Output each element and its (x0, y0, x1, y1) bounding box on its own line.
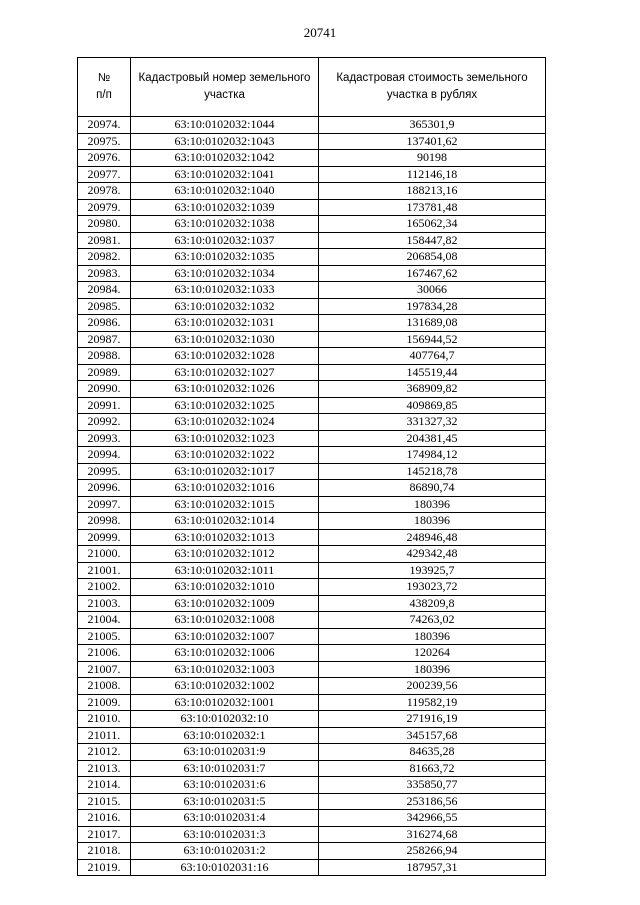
row-number: 21017. (78, 826, 131, 843)
cadastral-number: 63:10:0102032:1039 (131, 199, 319, 216)
cadastral-value: 429342,48 (319, 546, 546, 563)
table-row (78, 265, 546, 282)
row-number: 21004. (78, 612, 131, 629)
cadastral-value: 167467,62 (319, 265, 546, 282)
table-row (78, 496, 546, 513)
row-number: 20992. (78, 414, 131, 431)
page-number: 20741 (303, 25, 337, 40)
row-number: 20993. (78, 430, 131, 447)
table-row (78, 612, 546, 629)
cadastral-number: 63:10:0102032:1022 (131, 447, 319, 464)
row-number: 21018. (78, 843, 131, 860)
row-number: 20990. (78, 381, 131, 398)
cadastral-value: 158447,82 (319, 232, 546, 249)
row-number: 20982. (78, 249, 131, 266)
row-number: 20997. (78, 496, 131, 513)
cadastral-value: 407764,7 (319, 348, 546, 365)
cadastral-value: 200239,56 (319, 678, 546, 695)
row-number: 20991. (78, 397, 131, 414)
cadastral-number: 63:10:0102032:1016 (131, 480, 319, 497)
cadastral-number: 63:10:0102032:1010 (131, 579, 319, 596)
row-number: 21010. (78, 711, 131, 728)
cadastral-number: 63:10:0102032:1037 (131, 232, 319, 249)
table-row (78, 463, 546, 480)
cadastral-value: 81663,72 (319, 760, 546, 777)
cadastral-number: 63:10:0102032:1038 (131, 216, 319, 233)
row-number: 20974. (78, 117, 131, 134)
cadastral-value: 342966,55 (319, 810, 546, 827)
cadastral-number: 63:10:0102032:1041 (131, 166, 319, 183)
cadastral-number: 63:10:0102032:1006 (131, 645, 319, 662)
cadastral-table-container (77, 57, 545, 876)
cadastral-number: 63:10:0102032:1040 (131, 183, 319, 200)
row-number: 20983. (78, 265, 131, 282)
row-number: 21000. (78, 546, 131, 563)
cadastral-number: 63:10:0102032:1030 (131, 331, 319, 348)
row-number: 20980. (78, 216, 131, 233)
cadastral-number: 63:10:0102032:1017 (131, 463, 319, 480)
row-number: 21003. (78, 595, 131, 612)
header-cadastral-label: Кадастровый номер земельного участка (138, 72, 311, 101)
row-number: 21013. (78, 760, 131, 777)
row-number: 20978. (78, 183, 131, 200)
table-header (78, 58, 546, 117)
cadastral-value: 316274,68 (319, 826, 546, 843)
row-number: 20994. (78, 447, 131, 464)
cadastral-value: 271916,19 (319, 711, 546, 728)
table-row (78, 579, 546, 596)
cadastral-value: 180396 (319, 661, 546, 678)
row-number: 21008. (78, 678, 131, 695)
row-number: 21011. (78, 727, 131, 744)
cadastral-number: 63:10:0102032:1043 (131, 133, 319, 150)
table-row (78, 595, 546, 612)
row-number: 20984. (78, 282, 131, 299)
cadastral-number: 63:10:0102032:1042 (131, 150, 319, 167)
table-row (78, 150, 546, 167)
table-row (78, 298, 546, 315)
header-number-label: № п/п (96, 72, 112, 101)
cadastral-value: 187957,31 (319, 859, 546, 876)
cadastral-number: 63:10:0102031:2 (131, 843, 319, 860)
cadastral-value: 248946,48 (319, 529, 546, 546)
table-row (78, 562, 546, 579)
cadastral-value: 145519,44 (319, 364, 546, 381)
header-number (78, 58, 131, 117)
cadastral-value: 74263,02 (319, 612, 546, 629)
table-row (78, 546, 546, 563)
row-number: 21002. (78, 579, 131, 596)
cadastral-number: 63:10:0102032:1014 (131, 513, 319, 530)
row-number: 21016. (78, 810, 131, 827)
table-row (78, 678, 546, 695)
header-cadastral-value (319, 58, 546, 117)
cadastral-value: 197834,28 (319, 298, 546, 315)
cadastral-value: 131689,08 (319, 315, 546, 332)
table-row (78, 364, 546, 381)
table-row (78, 249, 546, 266)
row-number: 21012. (78, 744, 131, 761)
table-row (78, 315, 546, 332)
table-row (78, 348, 546, 365)
table-row (78, 331, 546, 348)
cadastral-value: 258266,94 (319, 843, 546, 860)
table-row (78, 117, 546, 134)
table-row (78, 744, 546, 761)
row-number: 21001. (78, 562, 131, 579)
cadastral-value: 345157,68 (319, 727, 546, 744)
table-row (78, 381, 546, 398)
cadastral-value: 180396 (319, 513, 546, 530)
cadastral-value: 365301,9 (319, 117, 546, 134)
row-number: 21005. (78, 628, 131, 645)
table-row (78, 282, 546, 299)
row-number: 20995. (78, 463, 131, 480)
cadastral-value: 137401,62 (319, 133, 546, 150)
cadastral-value: 206854,08 (319, 249, 546, 266)
cadastral-number: 63:10:0102031:6 (131, 777, 319, 794)
row-number: 20987. (78, 331, 131, 348)
cadastral-number: 63:10:0102032:1023 (131, 430, 319, 447)
cadastral-value: 193023,72 (319, 579, 546, 596)
table-row (78, 183, 546, 200)
cadastral-number: 63:10:0102032:1044 (131, 117, 319, 134)
cadastral-value: 180396 (319, 628, 546, 645)
cadastral-value: 204381,45 (319, 430, 546, 447)
cadastral-number: 63:10:0102032:1001 (131, 694, 319, 711)
cadastral-number: 63:10:0102031:16 (131, 859, 319, 876)
row-number: 20988. (78, 348, 131, 365)
row-number: 20979. (78, 199, 131, 216)
cadastral-number: 63:10:0102032:1 (131, 727, 319, 744)
cadastral-value: 84635,28 (319, 744, 546, 761)
table-row (78, 793, 546, 810)
row-number: 21015. (78, 793, 131, 810)
cadastral-number: 63:10:0102032:1012 (131, 546, 319, 563)
cadastral-value: 30066 (319, 282, 546, 299)
table-row (78, 166, 546, 183)
table-row (78, 414, 546, 431)
row-number: 20985. (78, 298, 131, 315)
cadastral-number: 63:10:0102031:4 (131, 810, 319, 827)
table-row (78, 199, 546, 216)
cadastral-number: 63:10:0102031:3 (131, 826, 319, 843)
table-row (78, 447, 546, 464)
row-number: 21014. (78, 777, 131, 794)
cadastral-value: 180396 (319, 496, 546, 513)
header-cadastral-number (131, 58, 319, 117)
cadastral-value: 253186,56 (319, 793, 546, 810)
cadastral-number: 63:10:0102032:1009 (131, 595, 319, 612)
table-row (78, 232, 546, 249)
cadastral-number: 63:10:0102032:1028 (131, 348, 319, 365)
row-number: 21009. (78, 694, 131, 711)
cadastral-number: 63:10:0102031:9 (131, 744, 319, 761)
table-row (78, 727, 546, 744)
row-number: 20975. (78, 133, 131, 150)
table-row (78, 480, 546, 497)
header-value-label: Кадастровая стоимость земельного участка в рублях (336, 72, 528, 101)
cadastral-number: 63:10:0102032:1024 (131, 414, 319, 431)
table-row (78, 216, 546, 233)
header-row (78, 58, 546, 117)
table-body (78, 117, 546, 876)
cadastral-value-table (77, 57, 546, 876)
table-row (78, 133, 546, 150)
row-number: 21006. (78, 645, 131, 662)
table-row (78, 777, 546, 794)
table-row (78, 645, 546, 662)
cadastral-number: 63:10:0102032:1034 (131, 265, 319, 282)
cadastral-value: 90198 (319, 150, 546, 167)
row-number: 20981. (78, 232, 131, 249)
cadastral-number: 63:10:0102032:1002 (131, 678, 319, 695)
cadastral-number: 63:10:0102032:1013 (131, 529, 319, 546)
cadastral-value: 145218,78 (319, 463, 546, 480)
cadastral-number: 63:10:0102032:1035 (131, 249, 319, 266)
table-row (78, 661, 546, 678)
table-row (78, 430, 546, 447)
row-number: 20999. (78, 529, 131, 546)
table-row (78, 628, 546, 645)
table-row (78, 529, 546, 546)
cadastral-value: 120264 (319, 645, 546, 662)
table-row (78, 711, 546, 728)
cadastral-value: 112146,18 (319, 166, 546, 183)
row-number: 20986. (78, 315, 131, 332)
cadastral-number: 63:10:0102032:1007 (131, 628, 319, 645)
cadastral-value: 165062,34 (319, 216, 546, 233)
row-number: 20977. (78, 166, 131, 183)
cadastral-number: 63:10:0102032:10 (131, 711, 319, 728)
cadastral-number: 63:10:0102032:1026 (131, 381, 319, 398)
row-number: 20996. (78, 480, 131, 497)
cadastral-number: 63:10:0102032:1027 (131, 364, 319, 381)
row-number: 21019. (78, 859, 131, 876)
cadastral-value: 193925,7 (319, 562, 546, 579)
cadastral-number: 63:10:0102032:1003 (131, 661, 319, 678)
cadastral-value: 368909,82 (319, 381, 546, 398)
cadastral-value: 156944,52 (319, 331, 546, 348)
table-row (78, 810, 546, 827)
table-row (78, 694, 546, 711)
cadastral-number: 63:10:0102032:1008 (131, 612, 319, 629)
table-row (78, 760, 546, 777)
row-number: 21007. (78, 661, 131, 678)
row-number: 20998. (78, 513, 131, 530)
table-row (78, 843, 546, 860)
table-row (78, 513, 546, 530)
cadastral-number: 63:10:0102032:1032 (131, 298, 319, 315)
row-number: 20976. (78, 150, 131, 167)
cadastral-number: 63:10:0102032:1033 (131, 282, 319, 299)
cadastral-value: 86890,74 (319, 480, 546, 497)
table-row (78, 826, 546, 843)
cadastral-value: 438209,8 (319, 595, 546, 612)
cadastral-number: 63:10:0102032:1025 (131, 397, 319, 414)
cadastral-number: 63:10:0102032:1031 (131, 315, 319, 332)
table-row (78, 859, 546, 876)
cadastral-value: 331327,32 (319, 414, 546, 431)
cadastral-number: 63:10:0102032:1015 (131, 496, 319, 513)
cadastral-value: 174984,12 (319, 447, 546, 464)
cadastral-value: 188213,16 (319, 183, 546, 200)
cadastral-value: 173781,48 (319, 199, 546, 216)
cadastral-number: 63:10:0102031:5 (131, 793, 319, 810)
cadastral-number: 63:10:0102031:7 (131, 760, 319, 777)
table-row (78, 397, 546, 414)
cadastral-value: 119582,19 (319, 694, 546, 711)
cadastral-number: 63:10:0102032:1011 (131, 562, 319, 579)
cadastral-value: 335850,77 (319, 777, 546, 794)
row-number: 20989. (78, 364, 131, 381)
cadastral-value: 409869,85 (319, 397, 546, 414)
